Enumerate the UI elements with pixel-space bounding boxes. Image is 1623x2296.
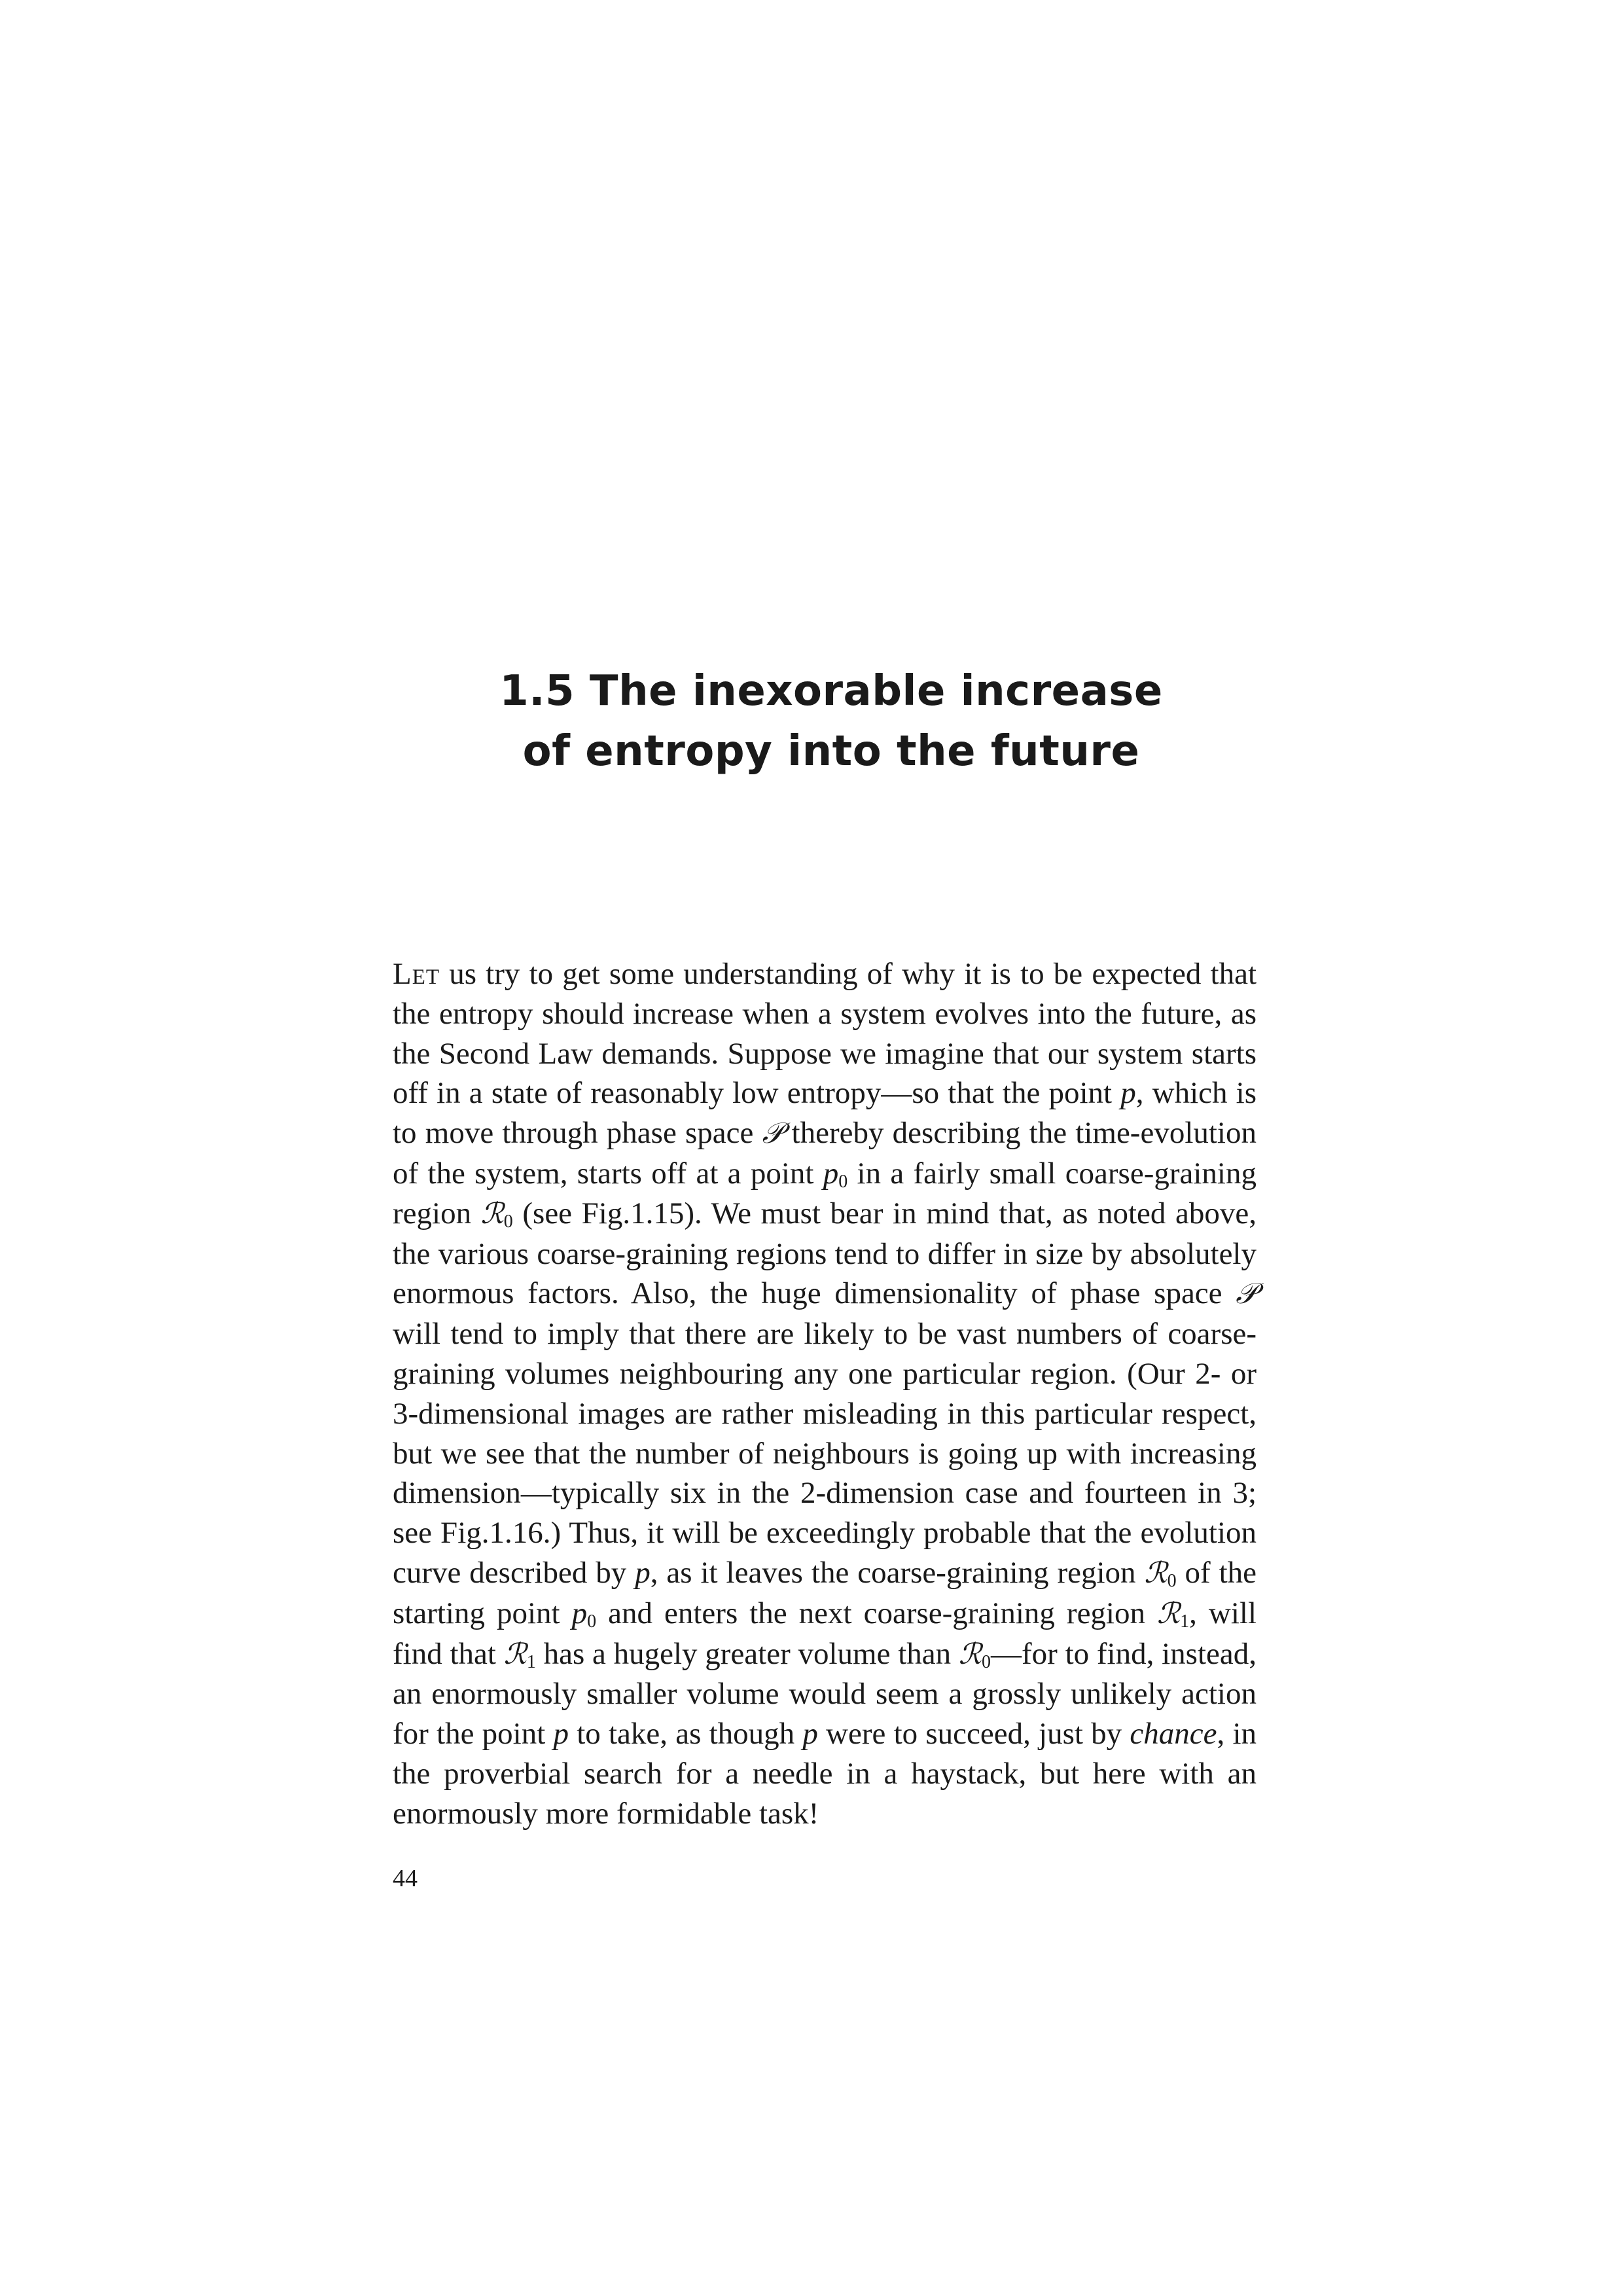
symbol-p: p (553, 1717, 569, 1751)
page-number: 44 (393, 1865, 418, 1892)
symbol-region: ℛ (1157, 1596, 1181, 1630)
emphasis-chance: chance (1130, 1717, 1217, 1751)
subscript-zero: 0 (838, 1171, 848, 1192)
subscript-zero: 0 (503, 1211, 513, 1232)
section-heading (393, 661, 1270, 781)
subscript-zero: 0 (982, 1651, 991, 1672)
text-run: and enters the next coarse-graining region (596, 1596, 1158, 1630)
symbol-p: p (823, 1156, 839, 1191)
text-run: in a fairly small coarse-graining region (393, 1156, 1257, 1230)
text-run: , will find that (393, 1596, 1257, 1671)
text-run: (see Fig.1.15). We must bear in mind that, as noted above, the various coarse-graining regions tend to differ in size by absolutely enormous factors. Also, the huge dimensionality of phase space (393, 1196, 1257, 1311)
text-run: thereby describing the time-evolution of the system, starts off at a point (393, 1116, 1257, 1191)
subscript-one: 1 (1180, 1611, 1190, 1632)
text-run: , as it leaves the coarse-graining region (650, 1555, 1145, 1590)
subscript-zero: 0 (1167, 1570, 1177, 1591)
symbol-p: p (635, 1555, 651, 1590)
lead-word: Let (393, 957, 440, 991)
symbol-p: p (802, 1717, 818, 1751)
section-heading-line-2: of entropy into the future (522, 727, 1140, 776)
text-run: , which is to move through phase space (393, 1076, 1257, 1151)
symbol-region: ℛ (958, 1637, 982, 1671)
body-paragraph (393, 954, 1257, 1834)
symbol-p: p (1120, 1076, 1136, 1111)
symbol-region: ℛ (1144, 1556, 1168, 1590)
section-heading-line-1: 1.5 The inexorable increase (499, 667, 1163, 715)
text-run: us try to get some understanding of why it is to be expected that the entropy should increase when a system evolves into the future, as the Second Law demands. Suppose we imagine that our system starts off in a state of reasonably low entropy—so that the point (393, 957, 1257, 1111)
text-run: has a hugely greater volume than (535, 1636, 959, 1671)
text-run: were to succeed, just by (817, 1717, 1130, 1751)
subscript-zero: 0 (587, 1611, 597, 1632)
symbol-region: ℛ (503, 1637, 527, 1671)
text-run: of the starting point (393, 1555, 1257, 1630)
symbol-phase-space: 𝒫 (762, 1117, 783, 1151)
text-run: will tend to imply that there are likely to be vast numbers of coarse-graining volumes neighbouring any one particular region. (Our 2- or 3-dimensional images are rather misleading in this particular respect, but we see that the number of neighbours is going up with increasing dimension—typically six in the 2-dimension case and fourteen in 3; see Fig.1.16.) Thus, it will be exceedingly probable that the evolution curve described by (393, 1317, 1257, 1590)
text-run: , in the proverbial search for a needle in a haystack, but here with an enormously more formidable task! (393, 1717, 1257, 1831)
symbol-p: p (571, 1596, 588, 1630)
symbol-region: ℛ (480, 1196, 504, 1230)
text-run: to take, as though (568, 1717, 803, 1751)
subscript-one: 1 (526, 1651, 536, 1672)
symbol-phase-space: 𝒫 (1236, 1277, 1257, 1311)
text-run: —for to find, instead, an enormously smaller volume would seem a grossly unlikely action for the point (393, 1636, 1257, 1751)
